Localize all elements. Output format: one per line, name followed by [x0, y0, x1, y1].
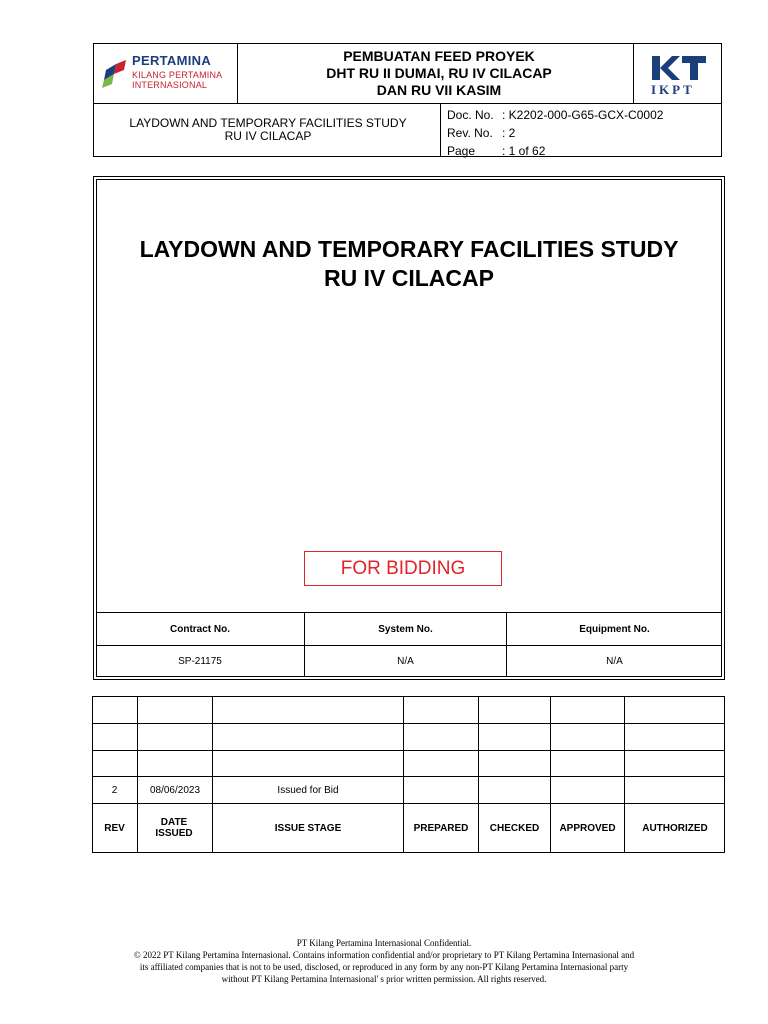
pertamina-logo-icon [100, 58, 130, 88]
subtitle-line: LAYDOWN AND TEMPORARY FACILITIES STUDY [129, 116, 407, 130]
header-divider [440, 103, 441, 157]
issue-stage-header: ISSUE STAGE [274, 822, 342, 834]
page-label: Page [447, 144, 476, 158]
logo-brand-text: PERTAMINA [132, 53, 212, 68]
cover-title-line: RU IV CILACAP [324, 265, 494, 291]
doc-number-value: : K2202-000-G65-GCX-C0002 [502, 108, 664, 122]
footer-line: PT Kilang Pertamina Internasional Confidential. [296, 938, 472, 948]
for-bidding-stamp: FOR BIDDING [304, 551, 502, 586]
revision-table-line [92, 750, 725, 751]
cover-title-line: LAYDOWN AND TEMPORARY FACILITIES STUDY [139, 236, 679, 262]
pertamina-logo [100, 50, 240, 98]
equipment-no-value: N/A [606, 656, 623, 667]
project-title-line: PEMBUATAN FEED PROYEK [343, 48, 535, 64]
rev-header: REV [104, 822, 125, 834]
checked-header: CHECKED [489, 822, 540, 834]
page-value: : 1 of 62 [502, 144, 546, 158]
date-issued-header: DATE ISSUED [155, 817, 193, 839]
subtitle-line: RU IV CILACAP [224, 129, 312, 143]
ikpt-logo-text: IKPT [651, 82, 695, 97]
rev-cell: 2 [111, 784, 118, 796]
contract-no-header: Contract No. [170, 623, 230, 635]
project-title-line: DAN RU VII KASIM [376, 82, 502, 98]
document-subtitle [96, 117, 440, 143]
logo-sub-text: INTERNASIONAL [132, 80, 208, 90]
authorized-header: AUTHORIZED [642, 822, 708, 834]
logo-sub-text: KILANG PERTAMINA [132, 70, 223, 80]
page-row [447, 142, 663, 160]
cover-title [96, 235, 722, 293]
ikpt-logo-icon [650, 52, 710, 82]
project-title-line: DHT RU II DUMAI, RU IV CILACAP [326, 65, 552, 81]
doc-number-label: Doc. No. [447, 108, 494, 122]
confidentiality-footer [40, 937, 728, 985]
approved-header: APPROVED [559, 822, 616, 834]
equipment-no-header: Equipment No. [579, 623, 650, 635]
footer-line: without PT Kilang Pertamina Internasional' s prior written permission. All rights reserved. [221, 974, 547, 984]
project-title [244, 48, 634, 99]
revision-table-line [92, 723, 725, 724]
date-cell: 08/06/2023 [149, 784, 201, 796]
rev-number-value: : 2 [502, 126, 516, 140]
ikpt-logo [645, 50, 715, 98]
revision-table-line [137, 696, 138, 853]
footer-line: © 2022 PT Kilang Pertamina Internasional. Contains information confidential and/or proprietary to PT Kilang Pertamina Internasional and [133, 950, 635, 960]
rev-number-label: Rev. No. [447, 126, 493, 140]
contract-no-value: SP-21175 [178, 656, 222, 667]
prepared-header: PREPARED [413, 822, 469, 834]
footer-line: its affiliated companies that is not to be used, disclosed, or reproduced in any form by any non-PT Kilang Pertamina Internasional party [139, 962, 629, 972]
header-divider [93, 103, 722, 104]
system-no-header: System No. [378, 623, 433, 635]
issue-stage-cell: Issued for Bid [277, 784, 339, 796]
doc-info [447, 106, 663, 160]
doc-number-row [447, 106, 663, 124]
rev-number-row [447, 124, 663, 142]
system-no-value: N/A [397, 656, 414, 667]
